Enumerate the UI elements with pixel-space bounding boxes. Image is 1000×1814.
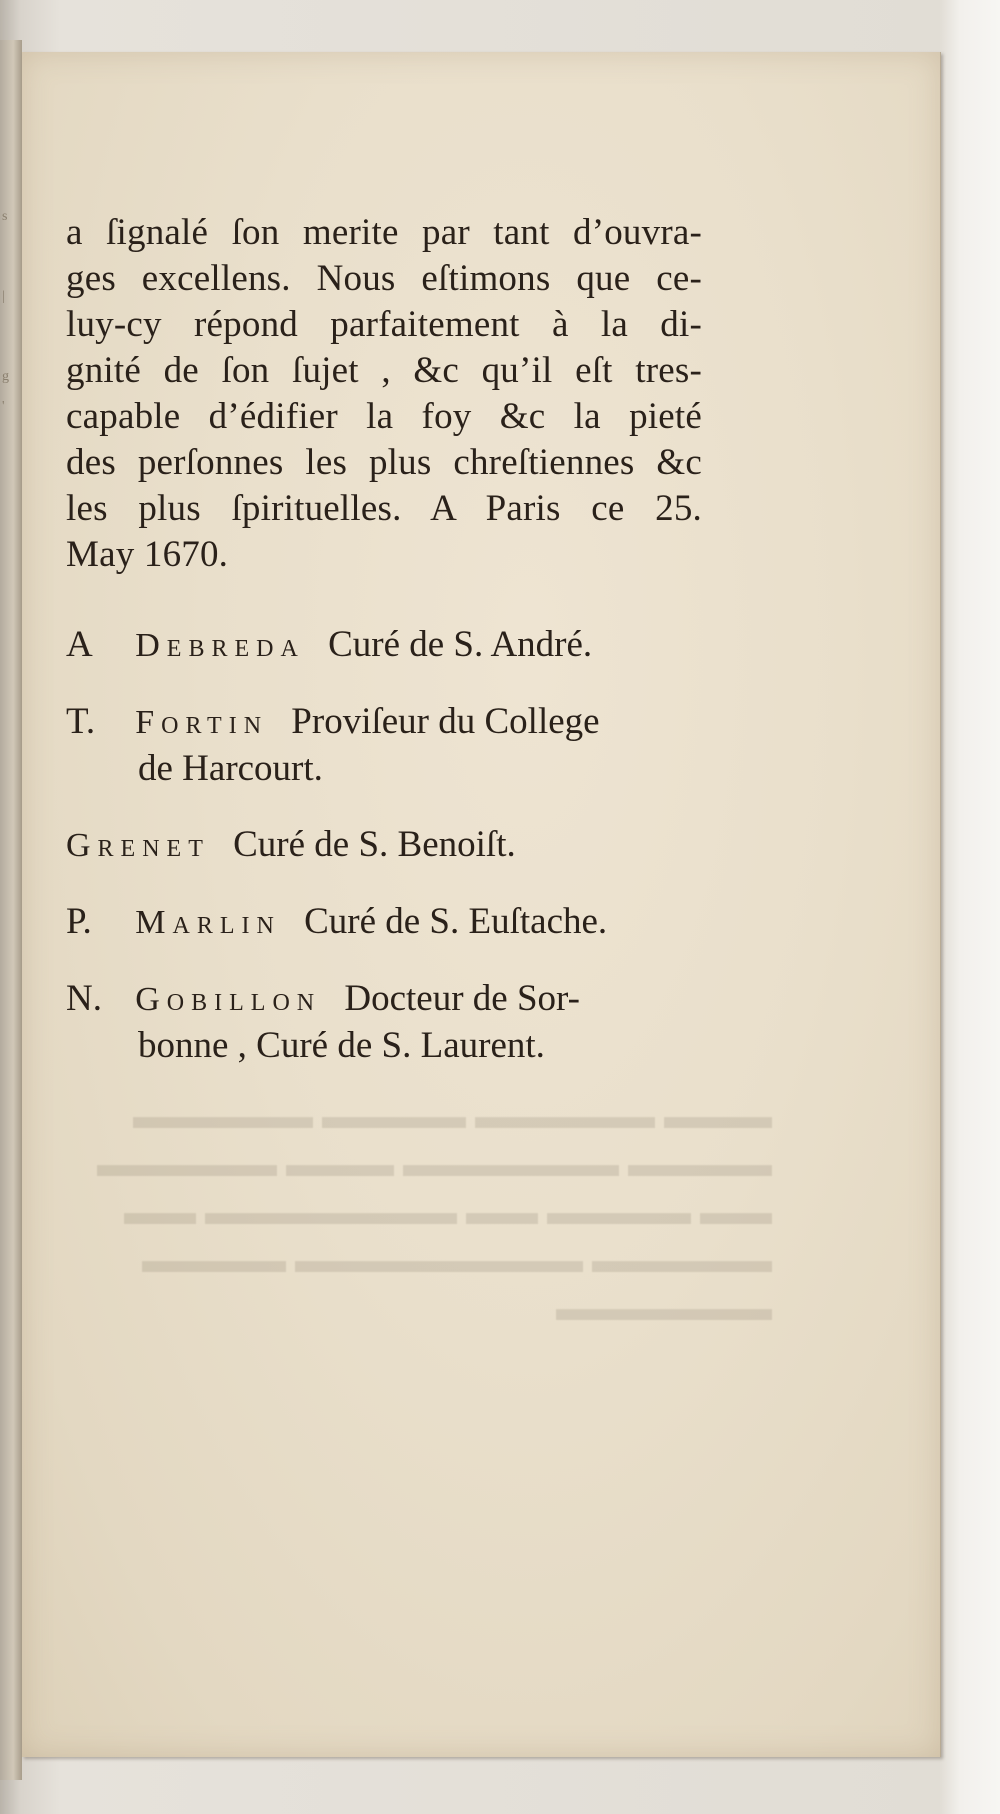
text-line-date: May 1670. <box>66 534 229 575</box>
signatories-list <box>66 622 706 1099</box>
signatory-name: Fortin <box>135 704 269 741</box>
signatory-initial: A <box>66 624 93 665</box>
signatory-role: Docteur de Sor- <box>344 978 580 1019</box>
signatory-name: Gobillon <box>135 981 322 1018</box>
signatory-role: Curé de S. Euſtache. <box>304 901 608 942</box>
signatory <box>66 822 706 869</box>
signatory-name: Marlin <box>135 904 281 941</box>
text-line: des perſonnes les plus chreſtiennes &c <box>66 442 702 483</box>
text-line: ges excellens. Nous eſtimons que ce- <box>66 258 702 299</box>
signatory-role: Curé de S. André. <box>328 624 593 665</box>
approbation-text <box>66 210 702 578</box>
adjacent-page-edge <box>0 40 22 1780</box>
signatory-role-continued: de Harcourt. <box>138 748 323 789</box>
signatory-initial: N. <box>66 978 102 1019</box>
text-line: capable d’édifier la foy &c la pieté <box>66 396 702 437</box>
signatory-role: Curé de S. Benoiſt. <box>233 824 516 865</box>
signatory-role-continued: bonne , Curé de S. Laurent. <box>138 1025 545 1066</box>
signatory-initial: T. <box>66 701 96 742</box>
text-line: a ſignalé ſon merite par tant d’ouvra- <box>66 212 702 253</box>
signatory <box>66 622 706 669</box>
signatory-role: Proviſeur du College <box>291 701 600 742</box>
edge-mark: g <box>2 369 9 384</box>
approbation-paragraph <box>66 210 702 578</box>
text-line: les plus ſpirituelles. A Paris ce 25. <box>66 488 702 529</box>
edge-mark: ' <box>2 399 5 414</box>
edge-mark: | <box>2 289 5 304</box>
signatory <box>66 699 706 792</box>
signatory <box>66 976 706 1069</box>
signatory <box>66 899 706 946</box>
text-line: gnité de ſon ſujet , &c qu’il eſt tres- <box>66 350 702 391</box>
edge-mark: s <box>2 209 8 224</box>
signatory-name: Debreda <box>135 627 305 664</box>
text-line: luy-cy répond parfaitement à la di- <box>66 304 702 345</box>
signatory-name: Grenet <box>66 827 210 864</box>
show-through-text: ▬▬▬ ▬▬▬▬▬ ▬▬▬▬ ▬▬▬▬▬ ▬▬▬▬ ▬▬▬▬▬▬ ▬▬▬ ▬▬▬▬▬ ▬▬ ▬▬▬▬ ▬▬ ▬▬▬▬▬▬▬ ▬▬ ▬▬▬▬▬ ▬▬▬▬▬▬▬▬ ▬▬▬▬ ▬▬▬▬▬▬ <box>97 1096 772 1328</box>
signatory-initial: P. <box>66 901 92 942</box>
